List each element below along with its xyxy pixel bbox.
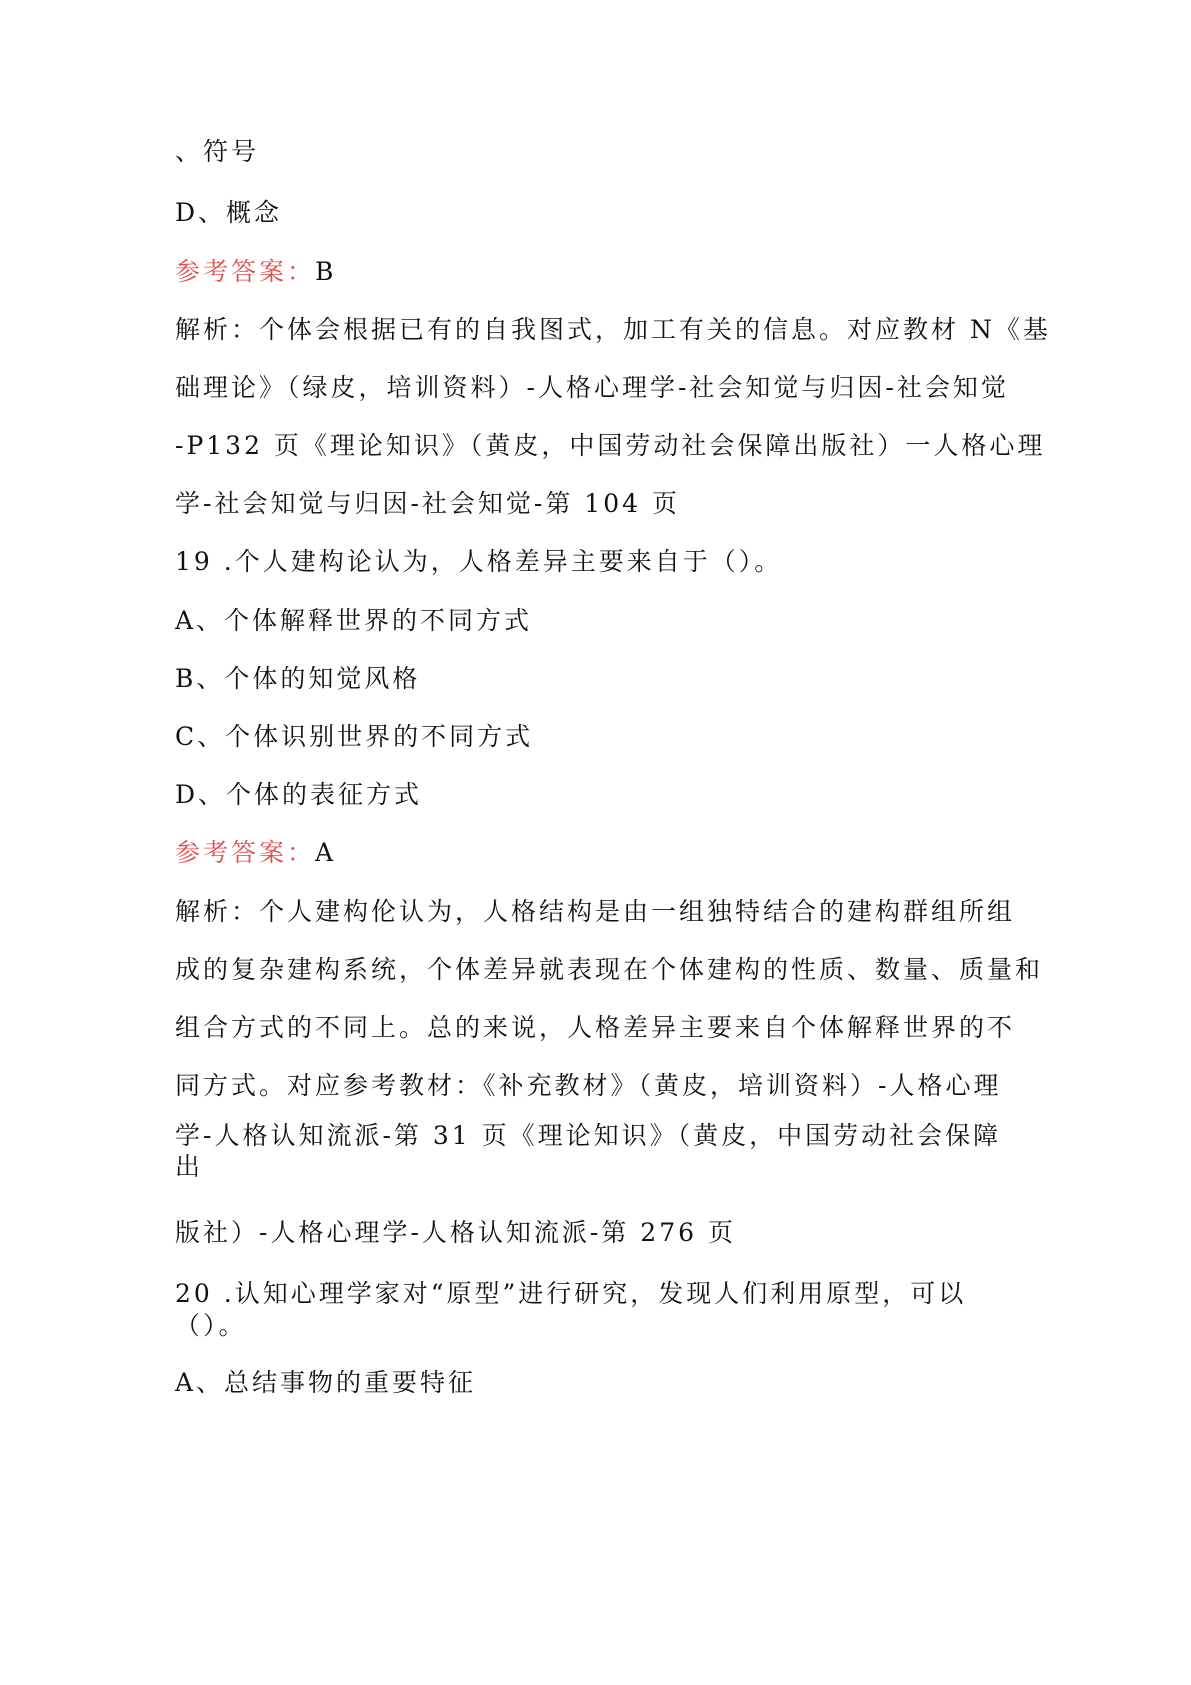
analysis-line: 出 [175,1152,204,1181]
analysis-line: 础理论》（绿皮，培训资料）-人格心理学-社会知觉与归因-社会知觉 [175,373,1009,402]
analysis-line: 解析：个人建构伦认为，人格结构是由一组独特结合的建构群组所组 [175,897,1016,926]
analysis-line: 学-社会知觉与归因-社会知觉-第 104 页 [175,489,680,518]
answer-line-q18 [175,256,336,288]
answer-label: 参考答案： [175,838,316,867]
analysis-line: 组合方式的不同上。总的来说，人格差异主要来自个体解释世界的不 [175,1013,1016,1042]
option-d: D、概念 [175,198,283,227]
analysis-line: 同方式。对应参考教材：《补充教材》（黄皮，培训资料）-人格心理 [175,1071,1002,1100]
option-a: A、个体解释世界的不同方式 [175,606,533,635]
answer-label: 参考答案： [175,257,316,286]
question-20-cont: （）。 [175,1311,247,1340]
analysis-line: 解析：个体会根据已有的自我图式，加工有关的信息。对应教材 N《基 [175,315,1051,344]
answer-value: B [315,257,337,286]
option-a: A、总结事物的重要特征 [175,1368,477,1397]
analysis-line: 成的复杂建构系统，个体差异就表现在个体建构的性质、数量、质量和 [175,955,1044,984]
analysis-line: 学-人格认知流派-第 31 页《理论知识》（黄皮，中国劳动社会保障 [175,1121,1002,1150]
option-d: D、个体的表征方式 [175,780,423,809]
option-b: B、个体的知觉风格 [175,664,421,693]
analysis-line: -P132 页《理论知识》（黄皮，中国劳动社会保障出版社）一人格心理 [175,431,1046,460]
answer-value: A [315,838,337,867]
option-c: C、个体识别世界的不同方式 [175,722,534,751]
answer-line-q19 [175,837,336,869]
question-20: 20 .认知心理学家对“原型”进行研究，发现人们利用原型，可以 [175,1279,967,1308]
analysis-line: 版社）-人格心理学-人格认知流派-第 276 页 [175,1218,736,1247]
option-c-partial: 、符号 [175,137,260,166]
question-19: 19 .个人建构论认为，人格差异主要来自于（）。 [175,547,783,576]
